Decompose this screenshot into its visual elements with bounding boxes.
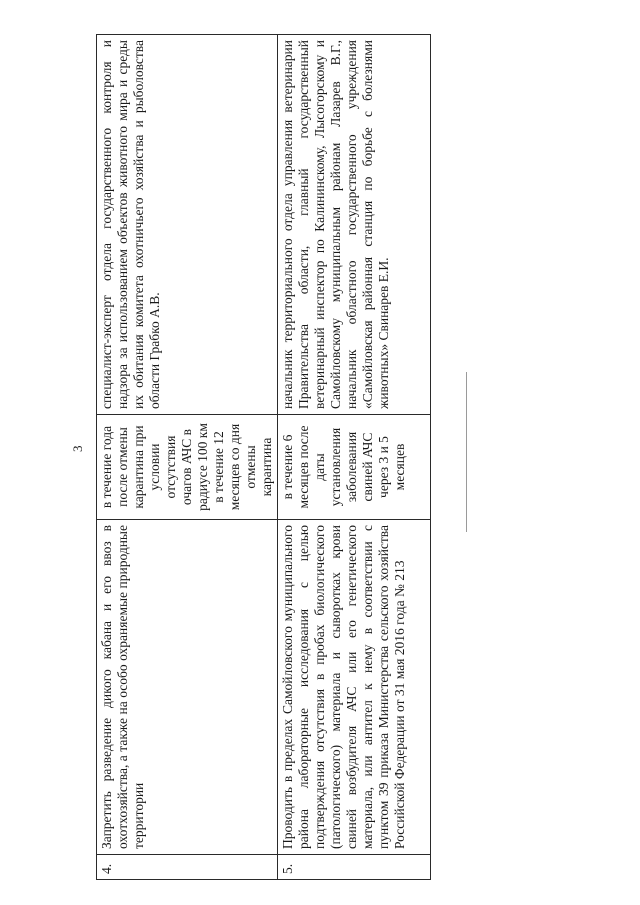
measure-cell: Запретить разведение дикого кабана и его ввоз в охотхозяйства, а также на особо охраняемые природные территории bbox=[97, 520, 278, 855]
rotated-table-container bbox=[96, 35, 421, 880]
measures-table bbox=[96, 34, 431, 880]
row-number: 5. bbox=[278, 855, 431, 880]
responsible-cell: начальник территориального отдела управления ветеринарии Правительства области, главный государственный ветеринарный инспектор по Калининскому, Лысогорскому и Самойловскому муниципальным районам Лазарев В.Г., начальник областного государственного учреждения «Самойловская районная станция по борьбе с болезнями животных» Свинарев Е.И. bbox=[278, 35, 431, 415]
table-row bbox=[278, 35, 431, 880]
responsible-cell: специалист-эксперт отдела государственного контроля и надзора за использованием объектов животного мира и среды их обитания комитета охотничьего хозяйства и рыболовства области Грабко А.В. bbox=[97, 35, 278, 415]
separator-line bbox=[466, 372, 467, 532]
page-number: 3 bbox=[70, 445, 85, 452]
table-row bbox=[97, 35, 278, 880]
row-number: 4. bbox=[97, 855, 278, 880]
measure-cell: Проводить в пределах Самойловского муниципального района лабораторные исследования с целью подтверждения отсутствия в пробах биологического (патологического) материала и сыворотках крови свиней возбудителя АЧС или его генетического материала, или антител к нему в соответствии с пунктом 39 приказа Министерства сельского хозяйства Российской Федерации от 31 мая 2016 года № 213 bbox=[278, 520, 431, 855]
term-cell: в течение года после отмены карантина при условии отсутствия очагов АЧС в радиусе 100 км в течение 12 месяцев со дня отмены карантина bbox=[97, 415, 278, 520]
term-cell: в течение 6 месяцев после даты установления заболевания свиней АЧС через 3 и 5 месяцев bbox=[278, 415, 431, 520]
